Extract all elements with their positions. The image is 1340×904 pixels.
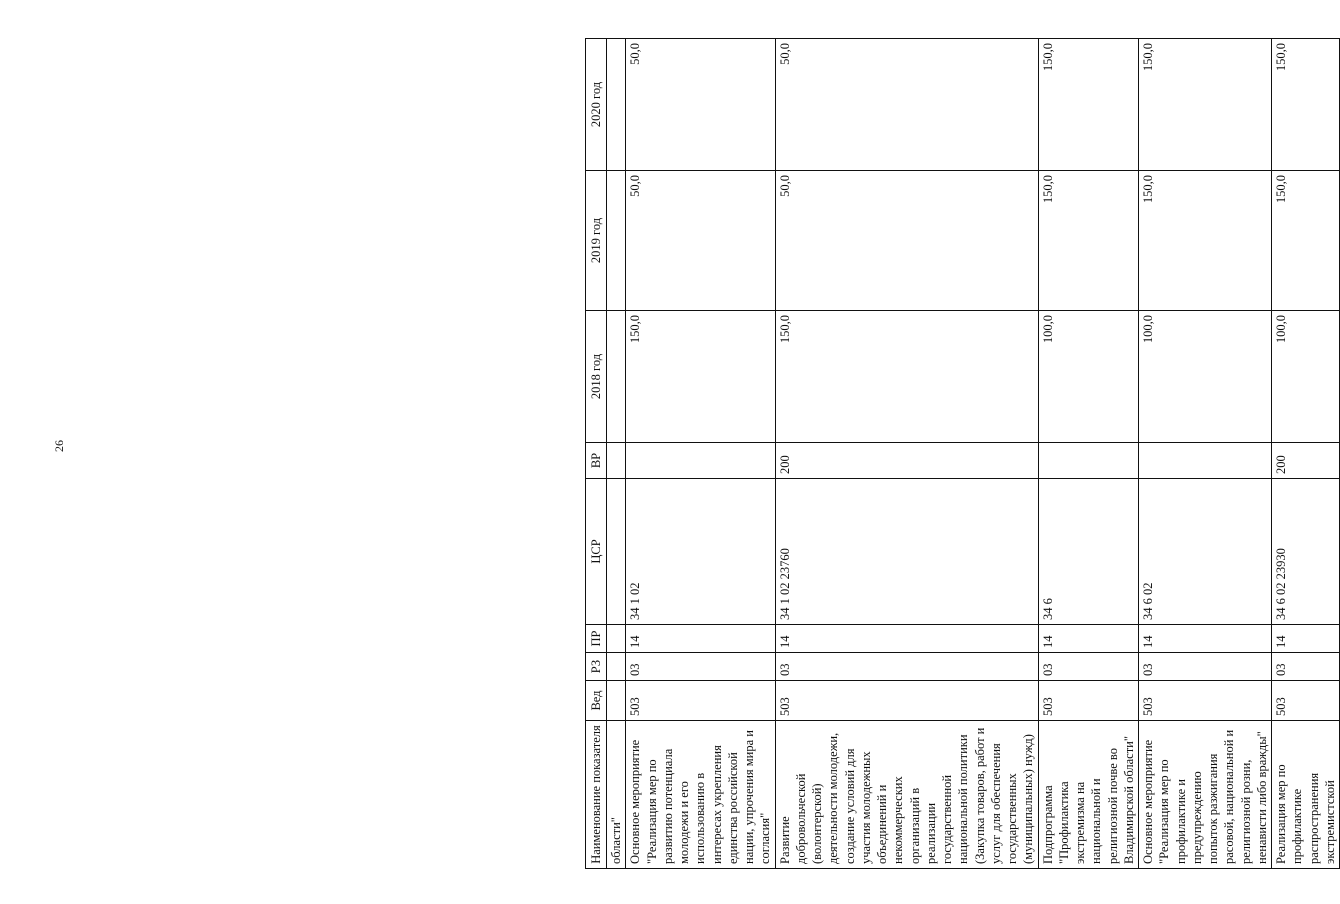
cell-vr — [1038, 443, 1139, 479]
header-name: Наименование показателя — [586, 721, 607, 869]
header-vr: ВР — [586, 443, 607, 479]
cell-csr: 34 6 — [1038, 479, 1139, 625]
header-rz: РЗ — [586, 653, 607, 681]
cell-rz: 03 — [775, 653, 1038, 681]
cell-rz: 03 — [626, 653, 775, 681]
cell-vr — [607, 443, 626, 479]
cell-csr: 34 1 02 23760 — [775, 479, 1038, 625]
cell-ved: 503 — [1139, 681, 1272, 721]
cell-2018: 150,0 — [775, 311, 1038, 443]
header-2018: 2018 год — [586, 311, 607, 443]
table-row — [607, 39, 626, 869]
cell-vr: 200 — [775, 443, 1038, 479]
cell-vr — [626, 443, 775, 479]
cell-pr: 14 — [1139, 625, 1272, 653]
cell-2019: 150,0 — [1038, 171, 1139, 311]
cell-2020: 150,0 — [1272, 39, 1340, 171]
cell-2019: 150,0 — [1139, 171, 1272, 311]
cell-ved: 503 — [775, 681, 1038, 721]
cell-ved — [607, 681, 626, 721]
cell-vr: 200 — [1272, 443, 1340, 479]
header-ved: Вед — [586, 681, 607, 721]
cell-2018 — [607, 311, 626, 443]
header-2020: 2020 год — [586, 39, 607, 171]
header-pr: ПР — [586, 625, 607, 653]
cell-2018: 100,0 — [1139, 311, 1272, 443]
table-row — [775, 39, 1038, 869]
cell-2020: 50,0 — [626, 39, 775, 171]
cell-ved: 503 — [626, 681, 775, 721]
cell-csr: 34 1 02 — [626, 479, 775, 625]
cell-rz: 03 — [1272, 653, 1340, 681]
cell-2019: 50,0 — [775, 171, 1038, 311]
cell-csr: 34 6 02 23930 — [1272, 479, 1340, 625]
page-number: 26 — [52, 440, 66, 452]
cell-2019 — [607, 171, 626, 311]
table-row — [1272, 39, 1340, 869]
cell-2019: 150,0 — [1272, 171, 1340, 311]
budget-table — [585, 38, 1340, 869]
header-2019: 2019 год — [586, 171, 607, 311]
cell-2020: 150,0 — [1038, 39, 1139, 171]
cell-2018: 150,0 — [626, 311, 775, 443]
header-row — [586, 39, 607, 869]
cell-name: Основное мероприятие "Реализация мер по развитию потенциала молодежи и его использованию в интересах укрепления единства российской нации, упрочения мира и согласия" — [626, 721, 775, 869]
cell-ved: 503 — [1038, 681, 1139, 721]
cell-name: Подпрограмма "Профилактика экстремизма на национальной и религиозной почве во Владимирской области" — [1038, 721, 1139, 869]
cell-pr: 14 — [1272, 625, 1340, 653]
cell-name: Реализация мер по профилактике распространения экстремистской — [1272, 721, 1340, 869]
cell-rz — [607, 653, 626, 681]
cell-2018: 100,0 — [1038, 311, 1139, 443]
rotated-table-container — [585, 39, 1337, 869]
cell-pr: 14 — [1038, 625, 1139, 653]
cell-2019: 50,0 — [626, 171, 775, 311]
table-row — [626, 39, 775, 869]
cell-2020 — [607, 39, 626, 171]
cell-name: области" — [607, 721, 626, 869]
cell-pr: 14 — [626, 625, 775, 653]
cell-rz: 03 — [1139, 653, 1272, 681]
cell-2020: 150,0 — [1139, 39, 1272, 171]
cell-csr: 34 6 02 — [1139, 479, 1272, 625]
cell-pr — [607, 625, 626, 653]
table-row — [1038, 39, 1139, 869]
table-row — [1139, 39, 1272, 869]
cell-name: Развитие добровольческой (волонтерской) деятельности молодежи, создание условий для участия молодежных объединений и некоммерческих организаций в реализации государственной национальной политики (Закупка товаров, работ и услуг для обеспечения государственных (муниципальных) нужд) — [775, 721, 1038, 869]
cell-2020: 50,0 — [775, 39, 1038, 171]
cell-rz: 03 — [1038, 653, 1139, 681]
cell-name: Основное мероприятие "Реализация мер по профилактике и предупреждению попыток разжигания расовой, национальной и религиозной розни, ненависти либо вражды" — [1139, 721, 1272, 869]
cell-vr — [1139, 443, 1272, 479]
cell-pr: 14 — [775, 625, 1038, 653]
cell-csr — [607, 479, 626, 625]
cell-2018: 100,0 — [1272, 311, 1340, 443]
cell-ved: 503 — [1272, 681, 1340, 721]
header-csr: ЦСР — [586, 479, 607, 625]
